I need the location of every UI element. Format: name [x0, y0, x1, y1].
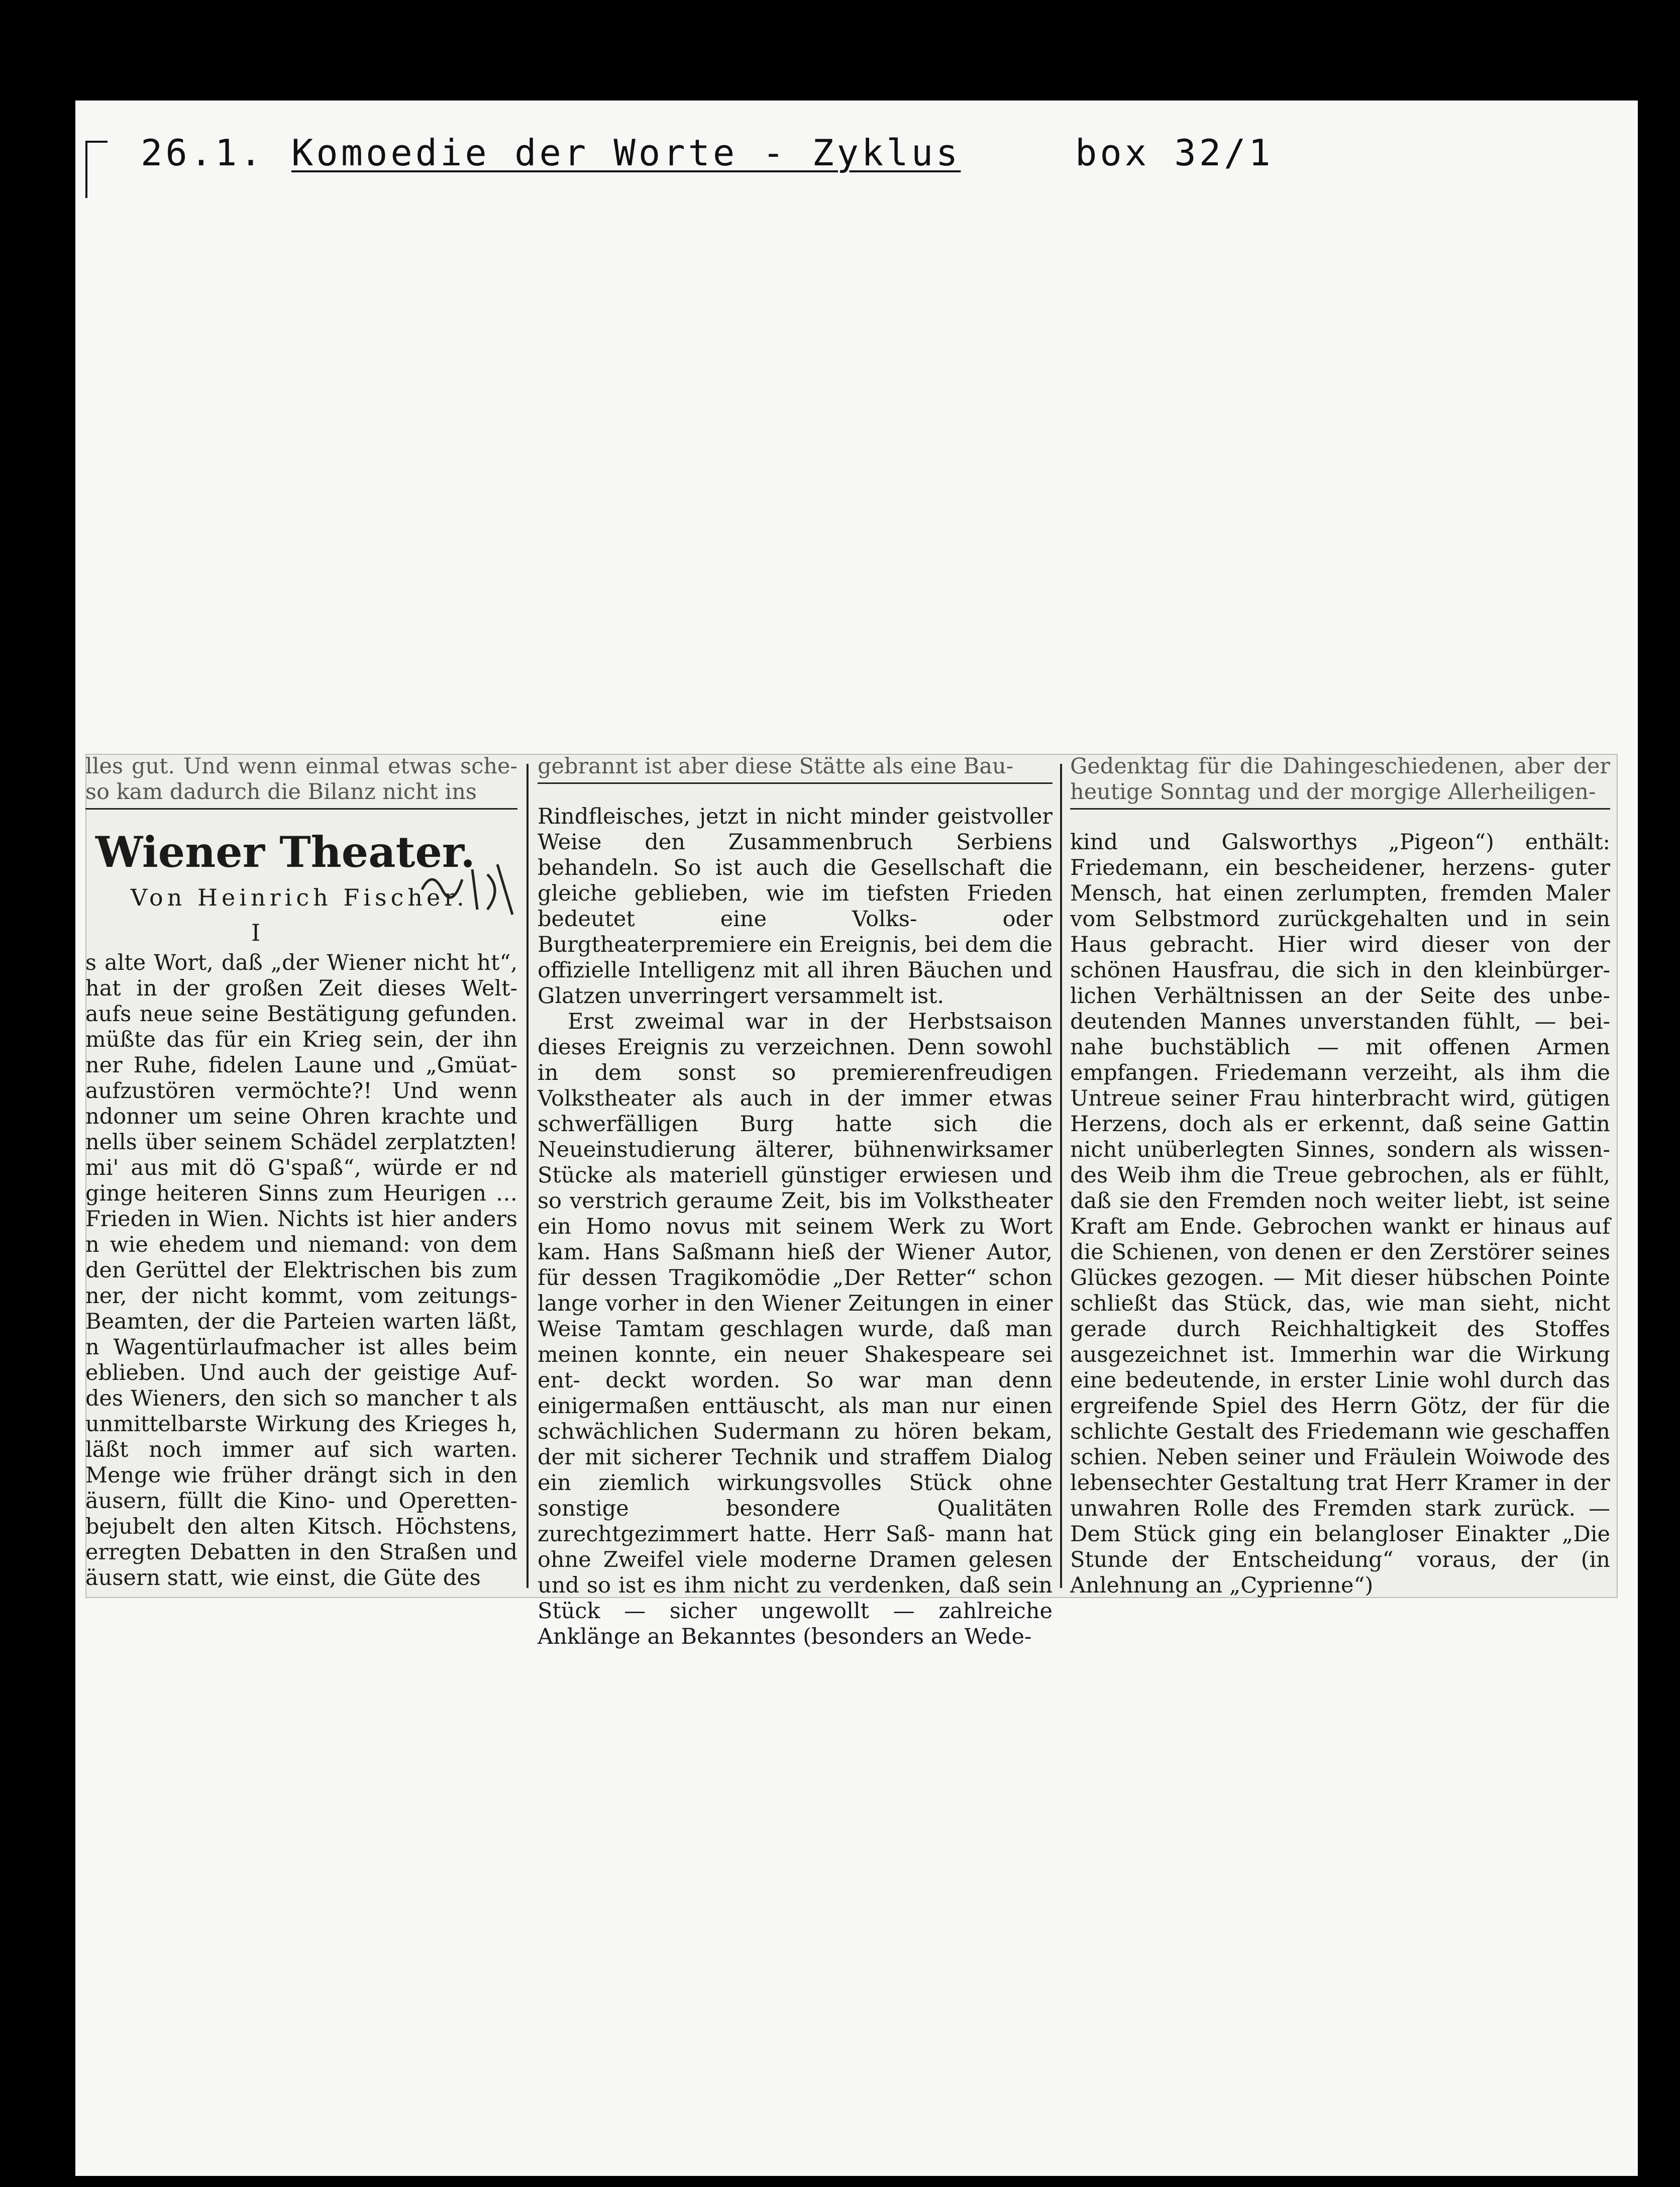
newspaper-clipping — [85, 754, 1618, 1649]
column-2-paragraph-2: Erst zweimal war in der Herbstsaison dieses Ereignis zu verzeichnen. Denn sowohl in dem sonst so premierenfreudigen Volkstheater als auch in der immer etwas schwerfälligen Burg hatte sich die Neueinstudierung älterer, bühnenwirksamer Stücke als materiell günstiger erwiesen und so verstrich geraume Zeit, bis im Volkstheater ein Homo novus mit seinem Werk zu Wort kam. Hans Saßmann hieß der Wiener Autor, für dessen Tragikomödie „Der Retter“ schon lange vorher in den Wiener Zeitungen in einer Weise Tamtam geschlagen wurde, daß man meinen konnte, ein neuer Shakespeare sei ent- deckt worden. So war man denn einigermaßen enttäuscht, als man nur einen schwächlichen Sudermann zu hören bekam, der mit sicherer Technik und straffem Dialog ein ziemlich wirkungsvolles Stück ohne sonstige besondere Qualitäten zurechtgezimmert hatte. Herr Saß- mann hat ohne Zweifel viele moderne Dramen gelesen und so ist es ihm nicht zu verdenken, daß sein Stück — sicher ungewollt — zahlreiche Anklänge an Bekanntes (besonders an Wede- — [538, 1009, 1053, 1649]
folder-reference: 26.1. — [141, 132, 265, 174]
corner-mark — [85, 141, 108, 198]
folder-header — [75, 126, 1638, 186]
column-3-body: kind und Galsworthys „Pigeon“) enthält: Friedemann, ein bescheidener, herzens- guter Mensch, hat einen zerlumpten, fremden Maler vom Selbstmord zurückgehalten und in sein Haus gebracht. Hier wird dieser von der schönen Hausfrau, die sich in den kleinbürger- lichen Verhältnissen an der Seite des unbe- deutenden Mannes unverstanden fühlt, — bei- nahe buchstäblich — mit offenen Armen empfangen. Friedemann verzeiht, als ihm die Untreue seiner Frau hinterbracht wird, gütigen Herzens, doch als er erkennt, daß seine Gattin nicht unüberlegten Sinnes, sondern als wissen- des Weib ihm die Treue gebrochen, als er fühlt, daß sie den Fremden noch weiter liebt, ist seine Kraft am Ende. Gebrochen wankt er hinaus auf die Schienen, von denen er den Zerstörer seines Glückes gezogen. — Mit dieser hübschen Pointe schließt das Stück, das, wie man sieht, nicht gerade durch Reichhaltigkeit des Stoffes ausgezeichnet ist. Immerhin war die Wirkung eine bedeutende, in erster Linie wohl durch das ergreifende Spiel des Herrn Götz, der für die schlichte Gestalt des Friedemann wie geschaffen schien. Neben seiner und Fräulein Woiwode des lebensechter Gestaltung trat Herr Kramer in der unwahren Rolle des Fremden stark zurück. — Dem Stück ging ein belangloser Einakter „Die Stunde der Entscheidung“ voraus, der (in Anlehnung an „Cyprienne“) — [1070, 830, 1610, 1598]
column-3 — [1070, 754, 1610, 1598]
article-byline: Von Heinrich Fischer. — [131, 884, 468, 911]
column-2 — [538, 754, 1053, 1649]
box-reference: box 32/1 — [1075, 132, 1274, 174]
column-divider — [1060, 764, 1062, 1588]
column-2-paragraph-1: Rindfleisches, jetzt in nicht minder geistvoller Weise den Zusammenbruch Serbiens behandeln. So ist auch die Gesellschaft die gleiche geblieben, wie im tiefsten Frieden bedeutet eine Volks- oder Burgtheaterpremiere ein Ereignis, bei dem die offizielle Intelligenz mit all ihren Bäuchen und Glatzen unverringert versammelt ist. — [538, 804, 1053, 1009]
column-2-top-fragment: gebrannt ist aber diese Stätte als eine Bau- — [538, 754, 1053, 784]
section-number: I — [251, 919, 261, 946]
handwritten-annotation — [417, 859, 517, 920]
column-divider — [527, 764, 529, 1588]
collection-title: Komoedie der Worte - Zyklus — [291, 132, 961, 174]
column-1 — [85, 754, 517, 1598]
column-3-top-fragment: Gedenktag für die Dahingeschiedenen, aber der heutige Sonntag und der morgige Allerheiligen- — [1070, 754, 1610, 810]
column-1-top-fragment: lles gut. Und wenn einmal etwas sche- so kam dadurch die Bilanz nicht ins — [85, 754, 517, 810]
article-title: Wiener Theater. — [95, 827, 475, 877]
column-1-body: s alte Wort, daß „der Wiener nicht ht“, hat in der großen Zeit dieses Welt- aufs neue seine Bestätigung gefunden. müßte das für ein Krieg sein, der ihn ner Ruhe, fidelen Laune und „Gmüat- aufzustören vermöchte?! Und wenn ndonner um seine Ohren krachte und nells über seinem Schädel zerplatzten! mi' aus mit dö G'spaß“, würde er nd ginge heiteren Sinns zum Heurigen … Frieden in Wien. Nichts ist hier anders n wie ehedem und niemand: von dem den Gerüttel der Elektrischen bis zum ner, der nicht kommt, vom zeitungs- Beamten, der die Parteien warten läßt, n Wagentürlaufmacher ist alles beim eblieben. Und auch der geistige Auf- des Wieners, den sich so mancher t als unmittelbarste Wirkung des Krieges h, läßt noch immer auf sich warten. Menge wie früher drängt sich in den äusern, füllt die Kino- und Operetten- bejubelt den alten Kitsch. Höchstens, erregten Debatten in den Straßen und äusern statt, wie einst, die Güte des — [85, 950, 517, 1590]
